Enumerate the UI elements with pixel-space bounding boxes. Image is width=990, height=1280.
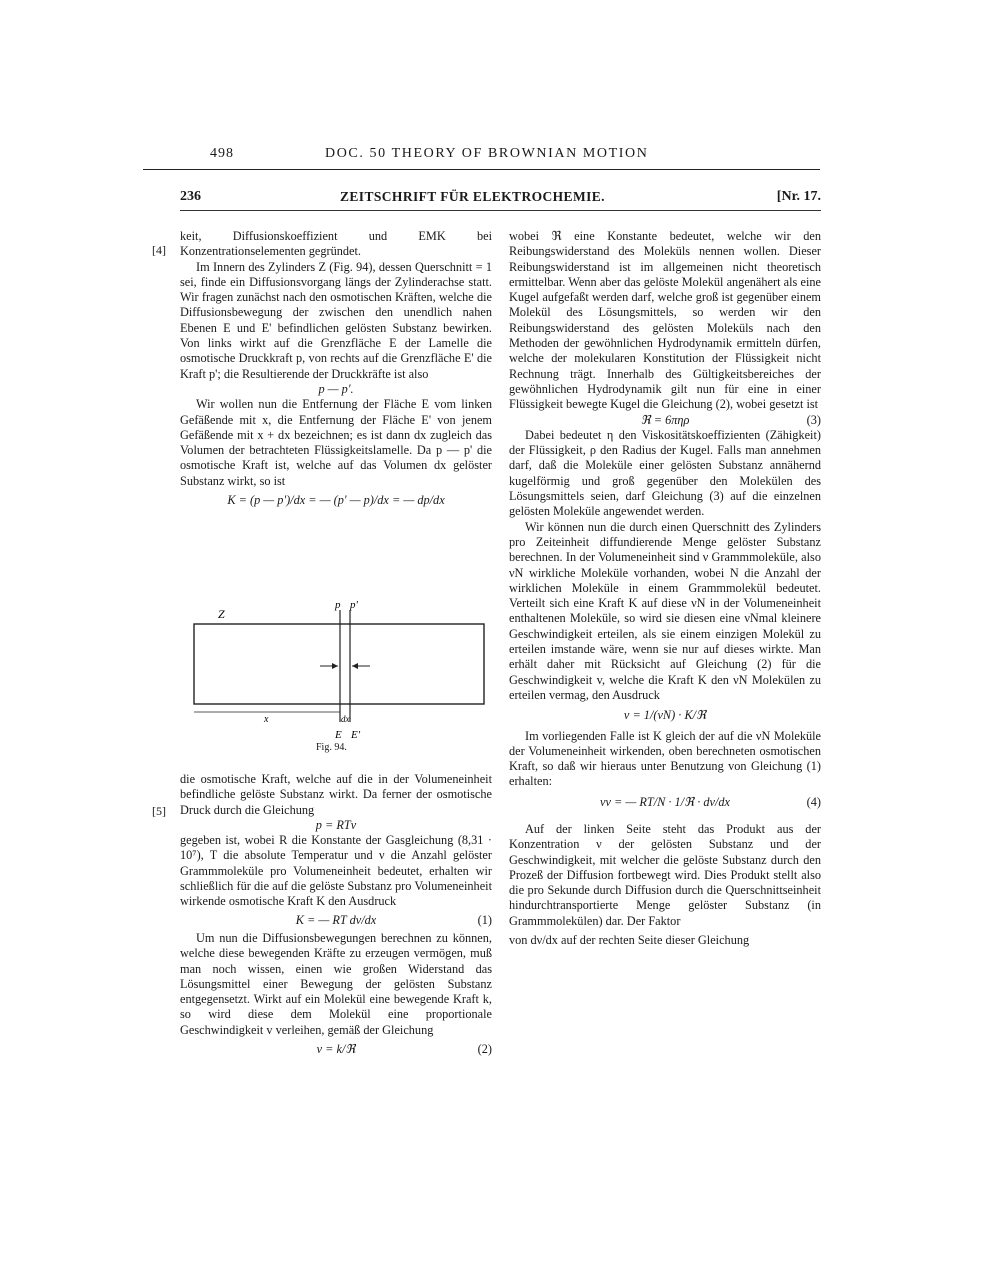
equation-3-body: ℜ = 6πηρ [640,412,690,427]
equation-2 [180,1042,492,1057]
left-paragraph-6: Um nun die Diffusionsbewegungen berechnen zu können, welche diese bewegenden Kräfte zu erzeugen vermögen, muß man noch wissen, einen wie großen Widerstand das Lösungsmittel einer Bewegung der gelösten Substanz entgegensetzt. Wirkt auf ein Molekül eine bewegende Kraft k, so wird diese dem Molekül eine proportionale Geschwindigkeit v verleihen, gemäß der Gleichung [180,930,492,1037]
label-x: x [264,714,269,725]
equation-4-number: (4) [806,794,821,809]
right-paragraph-2: Dabei bedeutet η den Viskositätskoeffizienten (Zähigkeit) der Flüssigkeit, ρ den Radius der Kugel. Falls man annehmen darf, daß die Moleküle einer gelösten Substanz annähernd kugelförmig und groß gegenüber den Molekülen des Lösungsmittels seien, darf Gleichung (3) auf die einzelnen gelösten Moleküle angewendet werden. [509,427,821,519]
equation-K-definition: K = (p — p')/dx = — (p' — p)/dx = — dp/dx [227,493,445,508]
label-dx: dx [341,714,350,724]
right-paragraph-1: wobei ℜ eine Konstante bedeutet, welche wir den Reibungswiderstand des Moleküls nennen wollen. Dieser Reibungswiderstand ist im allgemeinen nicht theoretisch ermittelbar. Wenn aber das gelöste Molekül angenähert als eine Kugel aufgefaßt werden darf, welche groß ist gegenüber einem Molekül des Lösungsmittels, so werden wir den Reibungswiderstand des gelösten Moleküls nach den Methoden der gewöhnlichen Hydrodynamik ermitteln dürfen, welche der molekularen Konstitution der Flüssigkeit nicht Rechnung trägt. Innerhalb des Gültigkeitsbereiches der gewöhnlichen Hydrodynamik gilt nun für eine in einer Flüssigkeit bewegte Kugel die Gleichung (2), wobei gesetzt ist [509,229,821,412]
left-column-top [180,229,492,508]
equation-p-minus-p-prime: p — p'. [318,381,354,396]
equation-4-body: vν = — RT/N · 1/ℜ · dν/dx [600,794,730,809]
equation-1 [180,913,492,928]
label-p: p [335,599,341,611]
left-paragraph-1: keit, Diffusionskoeffizient und EMK bei Konzentrationselementen gegründet. [180,229,492,259]
page-header [145,146,820,168]
equation-1-number: (1) [477,912,492,927]
right-paragraph-5: Auf der linken Seite steht das Produkt aus der Konzentration ν der gelösten Substanz und der Geschwindigkeit, mit welcher die gelöste Substanz durch den Prozeß der Diffusion fortbewegt wird. Dies Produkt stellt also die pro Sekunde durch Diffusion durch die Querschnittseinheit hindurchtransportierte Menge gelöster Substanz (in Grammmolekülen) dar. Der Faktor [509,821,821,928]
label-E-prime: E' [351,729,361,741]
equation-2-number: (2) [477,1042,492,1057]
equation-2-body: v = k/ℜ [316,1042,356,1057]
header-rule [143,169,820,170]
label-p-prime: p' [350,599,358,611]
page-number: 498 [210,146,234,161]
left-paragraph-2: Im Innern des Zylinders Z (Fig. 94), dessen Querschnitt = 1 sei, finde ein Diffusionsvorgang längs der Zylinderachse statt. Wir fragen zunächst nach den osmotischen Kräften, welche die Diffusionsbewegung der zwischen den unendlich nahen Ebenen E und E' befindlichen gelösten Substanz bewirken. Von links wirkt auf die Grenzfläche E der Lamelle die osmotische Druckkraft p, von rechts auf die Grenzfläche E' die Kraft p'; die Resultierende der Druckkräfte ist also [180,259,492,381]
right-column [509,229,821,948]
cylinder-rect [194,624,484,704]
equation-velocity: v = 1/(νN) · K/ℜ [623,708,707,723]
arrow-left-head [332,663,338,669]
equation-3 [509,413,821,428]
left-paragraph-4: die osmotische Kraft, welche auf die in der Volumeneinheit befindliche gelöste Substanz wirkt. Da ferner der osmotische Druck durch die Gleichung [180,772,492,817]
right-paragraph-6: von dν/dx auf der rechten Seite dieser Gleichung [509,933,750,948]
figure-caption: Fig. 94. [316,742,347,753]
equation-1-body: K = — RT dν/dx [295,912,377,927]
equation-osmotic-pressure: p = RTν [315,817,357,832]
arrow-right-head [352,663,358,669]
journal-header-rule [180,210,821,211]
equation-4 [509,795,821,810]
journal-issue: [Nr. 17. [776,189,821,204]
journal-header [180,189,821,209]
label-E: E [335,729,342,741]
journal-page-number: 236 [180,189,201,204]
right-paragraph-4: Im vorliegenden Falle ist K gleich der auf die νN Moleküle der Volumeneinheit wirkenden, oben berechneten osmotischen Kraft, so daß wir hieraus unter Benutzung von Gleichung (1) erhalten: [509,728,821,789]
equation-3-number: (3) [806,412,821,427]
left-column-bottom [180,772,492,1057]
margin-note-4: [4] [152,243,166,257]
margin-note-5: [5] [152,804,166,818]
label-z: Z [218,607,225,621]
document-title: DOC. 50 THEORY OF BROWNIAN MOTION [325,146,649,161]
left-paragraph-3: Wir wollen nun die Entfernung der Fläche E vom linken Gefäßende mit x, die Entfernung der Fläche E' von jenem Gefäßende mit x + dx bezeichnen; es ist dann dx zugleich das Volumen der betrachteten Flüssigkeitslamelle. Da p — p' die osmotische Kraft ist, welche auf das Volumen dx gelöster Substanz wirkt, so ist [180,397,492,488]
figure-94 [180,596,490,766]
right-paragraph-3: Wir können nun die durch einen Querschnitt des Zylinders pro Zeiteinheit diffundierende Menge gelöster Substanz berechnen. In der Volumeneinheit sind ν Grammmoleküle, also νN wirkliche Moleküle vorhanden, wobei N die Anzahl der wirklichen Moleküle in einem Grammmolekül bedeutet. Verteilt sich eine Kraft K auf diese νN in der Volumeneinheit enthaltenen Moleküle, so wird sie diesen eine νNmal kleinere Geschwindigkeit erteilen, als sie einem einzigen Molekül zu erteilen imstande wäre, wenn sie nur auf dieses wirkte. Man erhält daher mit Rücksicht auf Gleichung (2) für die Geschwindigkeit v, welche die Kraft K den νN Molekülen zu erteilen vermag, den Ausdruck [509,519,821,702]
journal-title: ZEITSCHRIFT FÜR ELEKTROCHEMIE. [340,189,605,204]
left-paragraph-5: gegeben ist, wobei R die Konstante der Gasgleichung (8,31 · 10⁷), T die absolute Temperatur und ν die Anzahl gelöster Grammmoleküle pro Volumeneinheit bedeutet, erhalten wir schließlich für die auf die gelöste Substanz pro Volumeneinheit wirkende osmotische Kraft K den Ausdruck [180,833,492,909]
